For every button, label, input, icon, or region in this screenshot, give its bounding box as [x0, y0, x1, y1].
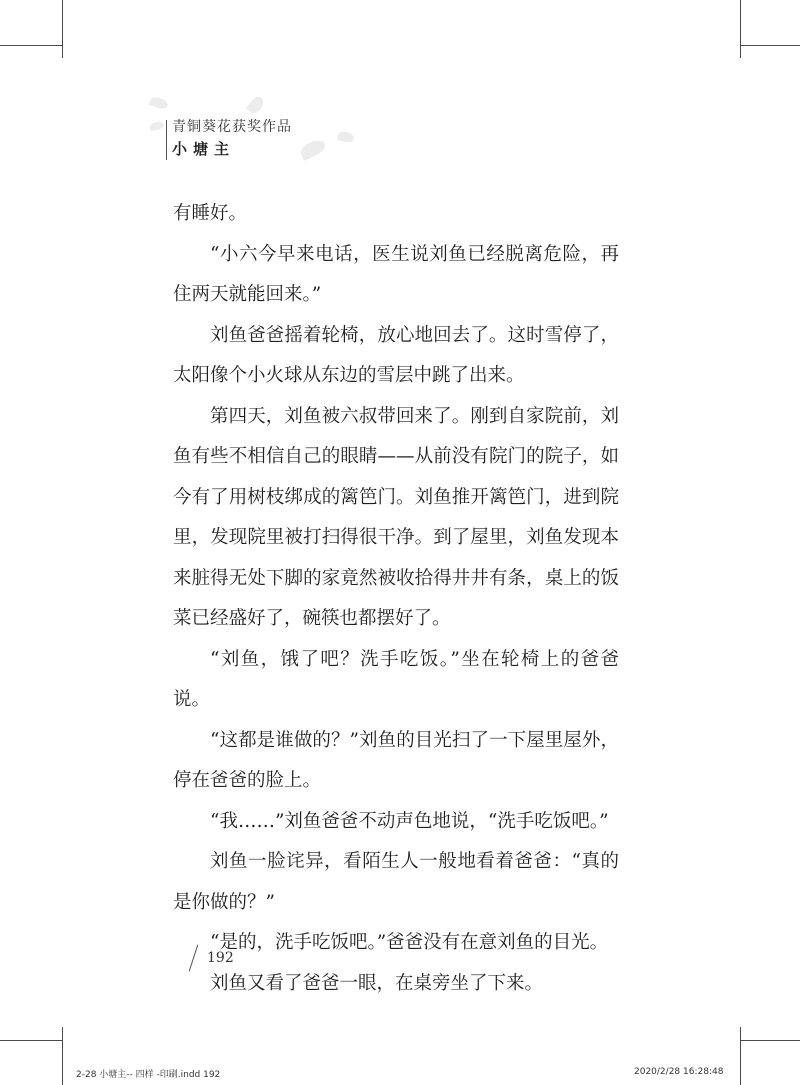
- crop-mark-bottom-left-horizontal: [0, 1040, 62, 1041]
- crop-mark-top-left-vertical: [62, 0, 63, 58]
- paragraph: “刘鱼，饿了吧？洗手吃饭。”坐在轮椅上的爸爸说。: [173, 648, 619, 710]
- print-slug-timestamp: 2020/2/28 16:28:48: [634, 1067, 724, 1077]
- petal-decoration-icon: [149, 95, 169, 111]
- paragraph: 第四天，刘鱼被六叔带回来了。刚到自家院前，刘鱼有些不相信自己的眼睛——从前没有院门的院子，如今有了用树枝绑成的篱笆门。刘鱼推开篱笆门，进到院里，发现院里被打扫得很干净。到了屋里，刘鱼发现本来脏得无处下脚的家竟然被收拾得井井有条，桌上的饭菜已经盛好了，碗筷也都摆好了。: [173, 405, 619, 629]
- paragraph: “这都是谁做的？”刘鱼的目光扫了一下屋里屋外，停在爸爸的脸上。: [173, 729, 619, 791]
- page-number: 192: [207, 950, 234, 966]
- crop-mark-bottom-left-vertical: [62, 1027, 63, 1085]
- paragraph: 刘鱼又看了爸爸一眼，在桌旁坐了下来。: [210, 972, 544, 994]
- running-header: [172, 118, 292, 159]
- series-title: 青铜葵花获奖作品: [172, 119, 292, 135]
- paragraph: “小六今早来电话，医生说刘鱼已经脱离危险，再住两天就能回来。”: [173, 243, 619, 305]
- crop-mark-bottom-right-vertical: [740, 1027, 741, 1085]
- header-divider: [166, 120, 167, 160]
- paragraph: 有睡好。: [173, 203, 248, 224]
- paragraph: “我……”刘鱼爸爸不动声色地说，“洗手吃饭吧。”: [210, 810, 609, 832]
- paragraph: 刘鱼一脸诧异，看陌生人一般地看着爸爸：“真的是你做的？”: [173, 851, 619, 913]
- crop-mark-bottom-right-horizontal: [740, 1040, 800, 1041]
- crop-mark-top-left-horizontal: [0, 45, 62, 46]
- paragraph: 刘鱼爸爸摇着轮椅，放心地回去了。这时雪停了，太阳像个小火球从东边的雪层中跳了出来。: [173, 324, 619, 386]
- petal-decoration-icon: [337, 130, 355, 144]
- petal-decoration-icon: [149, 121, 164, 131]
- petal-decoration-icon: [298, 137, 327, 161]
- body-text: [173, 194, 619, 1004]
- crop-mark-top-right-horizontal: [740, 45, 800, 46]
- petal-decoration-icon: [246, 94, 266, 116]
- print-slug-file: 2-28 小塘主-- 四样 -印刷.indd 192: [76, 1070, 221, 1080]
- book-title: 小塘主: [172, 140, 236, 158]
- crop-mark-top-right-vertical: [740, 0, 741, 58]
- paragraph: “是的，洗手吃饭吧。”爸爸没有在意刘鱼的目光。: [210, 932, 609, 953]
